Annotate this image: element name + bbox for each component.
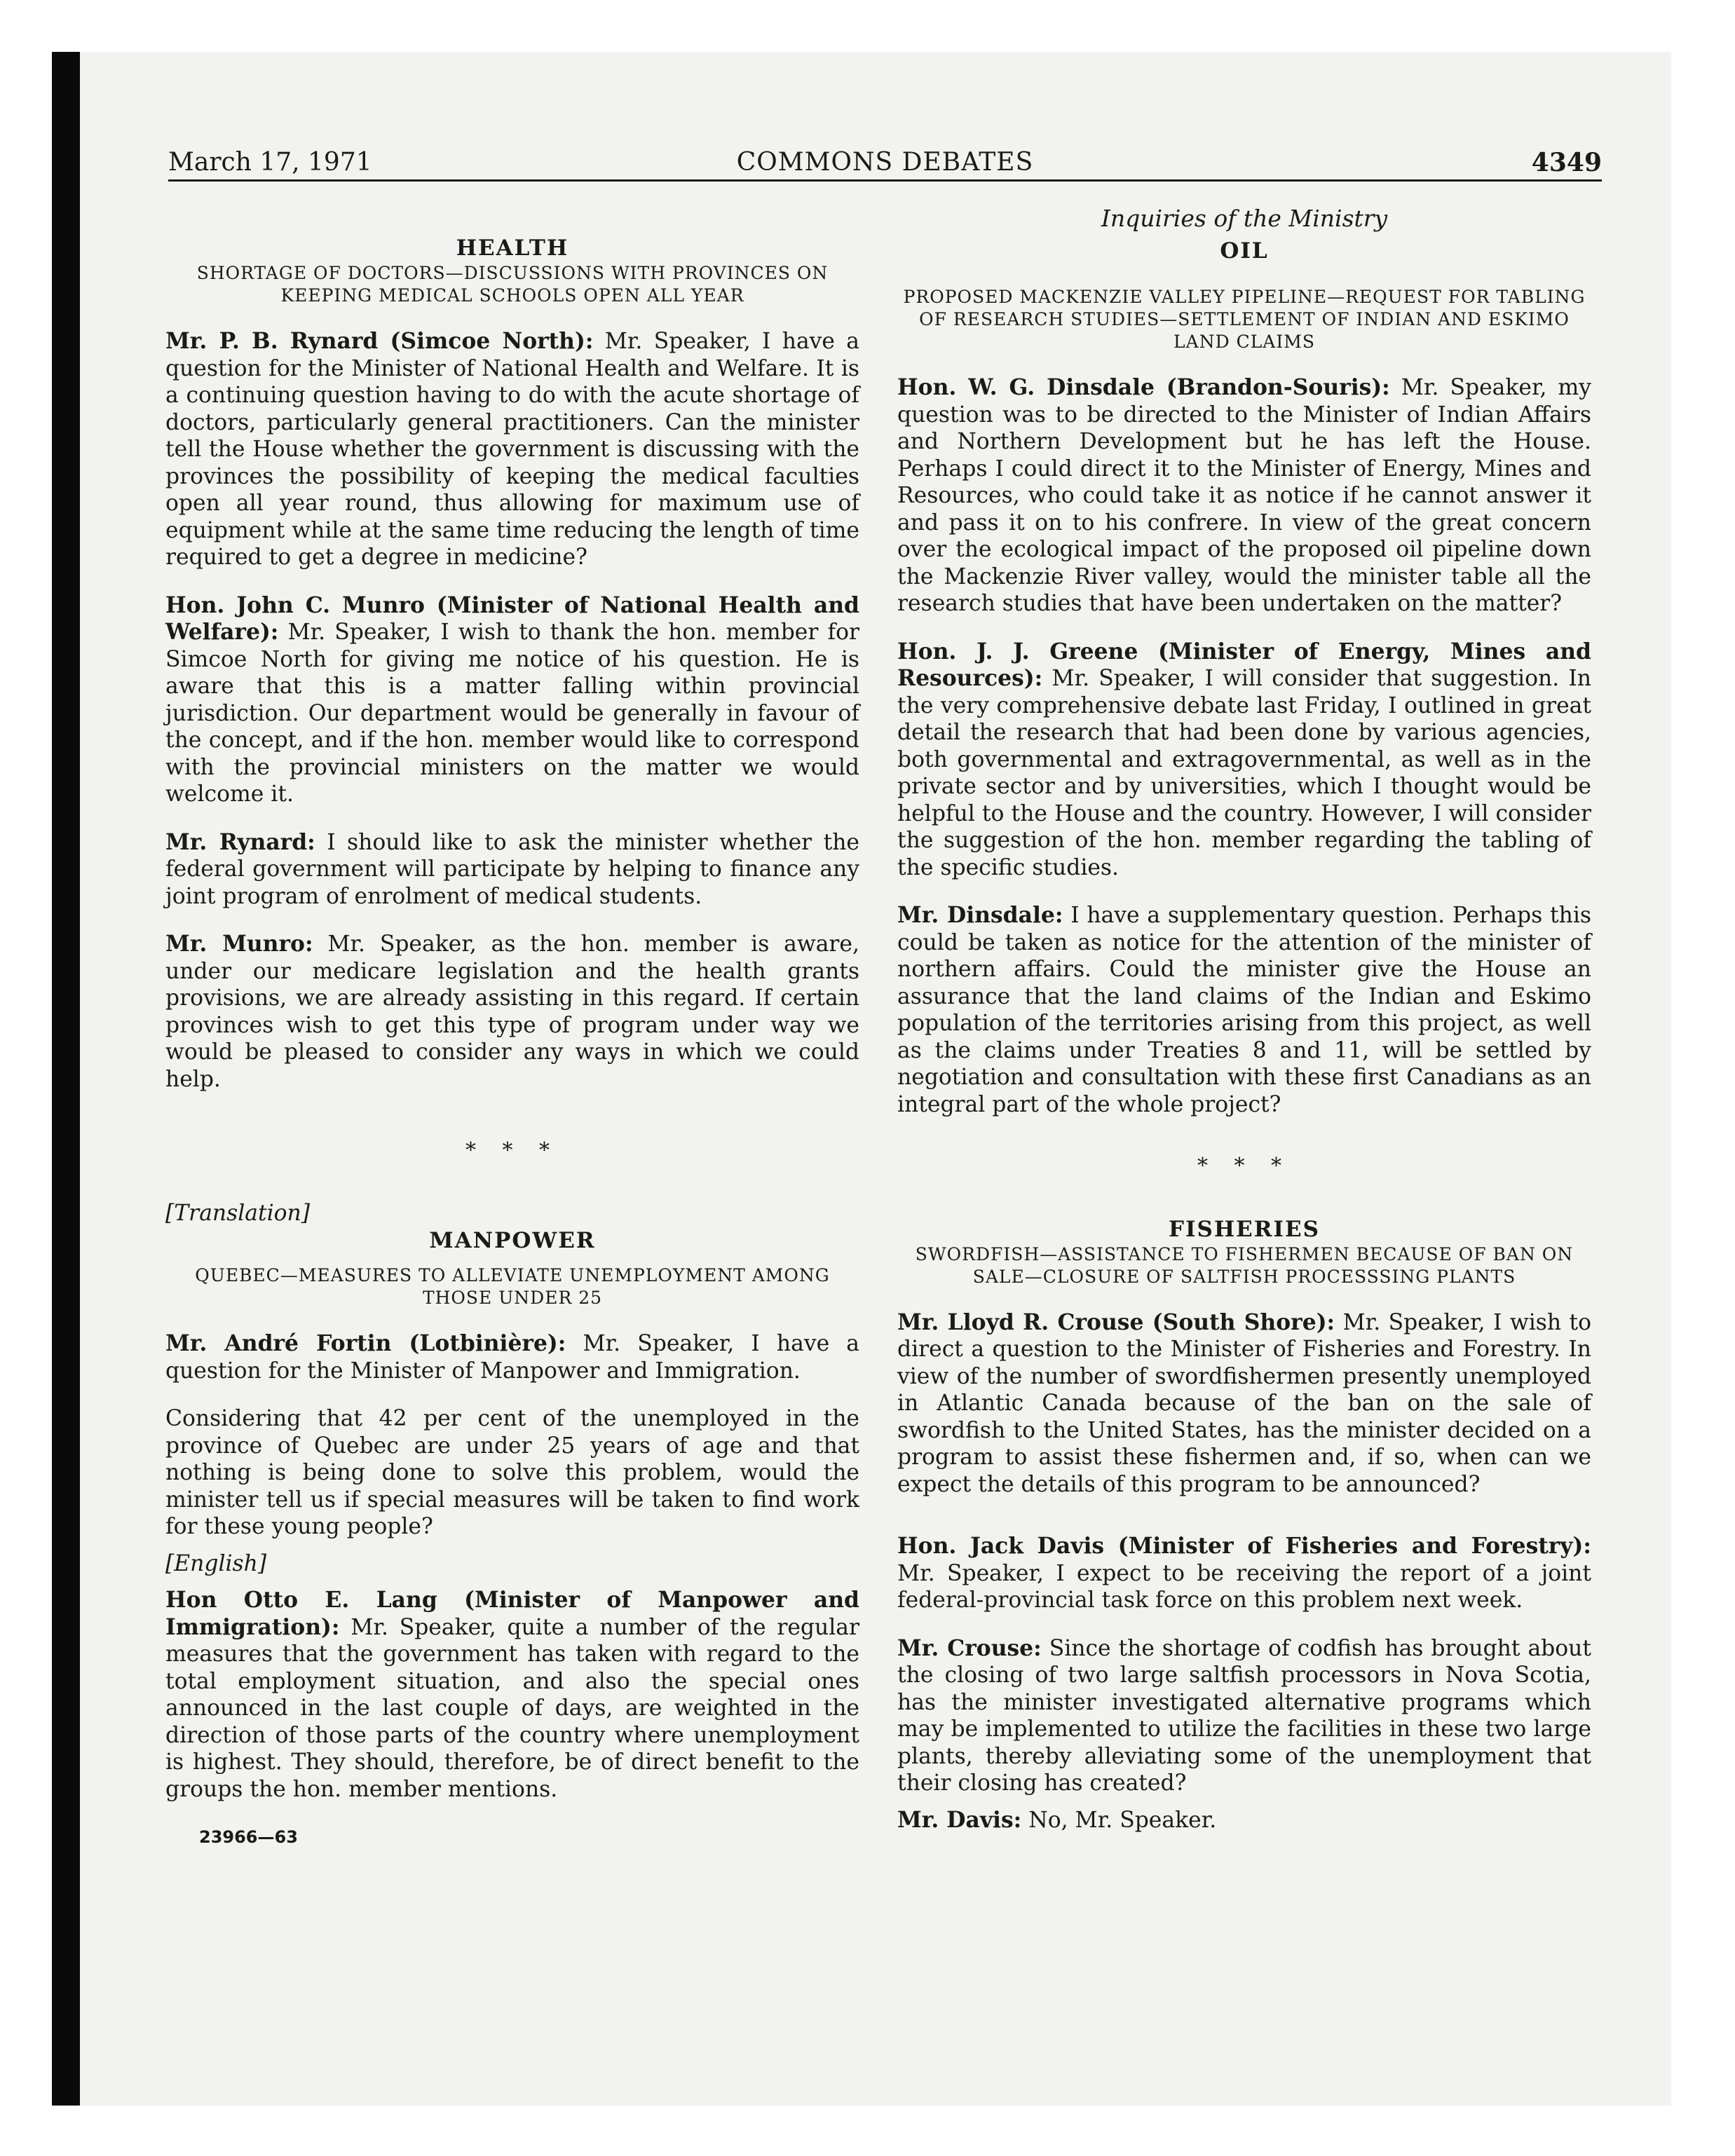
speech-text: Mr. Speaker, I wish to direct a question to the Minister of Fisheries and Forestry. In view of the number of swordfishermen presently unemployed in Atlantic Canada because of the ban on the sale of swordfish to the United States, has the minister decided on a program to assist these fishermen and, if so, when can we expect the details of this program to be announced?	[897, 1309, 1591, 1497]
speaker-name: Mr. P. B. Rynard (Simcoe North):	[165, 329, 594, 354]
speaker-name: Hon. John C. Munro (Minister of National Health and Welfare):	[165, 592, 859, 645]
footer-code: 23966—63	[199, 1827, 298, 1847]
right-column	[897, 203, 1591, 1834]
subheading-fisheries: SWORDFISH—ASSISTANCE TO FISHERMEN BECAUSE OF BAN ON SALE—CLOSURE OF SALTFISH PROCESSSING PLANTS	[915, 1243, 1574, 1287]
page-header	[168, 147, 1602, 182]
speech-paragraph	[165, 1587, 859, 1803]
speech-text: Mr. Speaker, I will consider that suggestion. In the very comprehensive debate last Friday, I outlined in great detail the research that had been done by various agencies, both governmental and extragovernmental, as well as in the private sector and by universities, which I thought would be helpful to the House and the country. However, I will consider the suggestion of the hon. member regarding the tabling of the specific studies.	[897, 666, 1591, 880]
speech-paragraph	[897, 902, 1591, 1118]
speech-paragraph	[165, 829, 859, 910]
section-heading-manpower: MANPOWER	[429, 1228, 596, 1253]
speech-paragraph	[897, 1533, 1591, 1614]
translation-tag: [Translation]	[165, 1200, 311, 1226]
speaker-name: Mr. André Fortin (Lotbinière):	[165, 1331, 566, 1356]
section-separator: * * *	[1197, 1154, 1292, 1178]
header-rule	[168, 179, 1602, 182]
subheading-manpower: QUEBEC—MEASURES TO ALLEVIATE UNEMPLOYMENT AMONG THOSE UNDER 25	[195, 1265, 830, 1308]
speaker-name: Hon. J. J. Greene (Minister of Energy, Mines and Resources):	[897, 639, 1591, 691]
section-heading-fisheries: FISHERIES	[1168, 1216, 1321, 1242]
speaker-name: Mr. Dinsdale:	[897, 903, 1063, 928]
speech-paragraph	[897, 374, 1591, 618]
speaker-name: Hon Otto E. Lang (Minister of Manpower and Immigration):	[165, 1588, 859, 1640]
speech-text: I have a supplementary question. Perhaps this could be taken as notice for the attention of the minister of northern affairs. Could the minister give the House an assurance that the land claims of the Indian and Eskimo population of the territories arising from this project, as well as the claims under Treaties 8 and 11, will be settled by negotiation and consultation with these first Canadians as an integral part of the whole project?	[897, 903, 1591, 1117]
speech-paragraph	[165, 328, 859, 571]
english-tag: [English]	[165, 1550, 267, 1576]
speech-text: No, Mr. Speaker.	[1021, 1807, 1217, 1833]
speech-text: Mr. Speaker, I have a question for the Minister of National Health and Welfare. It is a continuing question having to do with the acute shortage of doctors, particularly general practitioners. Can the minister tell the House whether the government is discussing with the provinces the possibility of keeping the medical faculties open all year round, thus allowing for maximum use of equipment while at the same time reducing the length of time required to get a degree in medicine?	[165, 329, 860, 570]
speech-text: Mr. Speaker, my question was to be directed to the Minister of Indian Affairs and Northern Development but he has left the House. Perhaps I could direct it to the Minister of Energy, Mines and Resources, who could take it as notice if he cannot answer it and pass it on to his confrere. In view of the great concern over the ecological impact of the proposed oil pipeline down the Mackenzie River valley, would the minister table all the research studies that have been undertaken on the matter?	[897, 375, 1591, 616]
page-number: 4349	[1531, 148, 1602, 177]
speech-text: Mr. Speaker, I expect to be receiving the report of a joint federal-provincial task force on this problem next week.	[897, 1560, 1591, 1613]
speech-paragraph	[165, 592, 859, 808]
speech-paragraph: Considering that 42 per cent of the unemployed in the province of Quebec are under 25 years of age and that nothing is being done to solve this problem, would the minister tell us if special measures will be taken to find work for these young people?	[165, 1406, 859, 1539]
speech-paragraph	[897, 1635, 1591, 1797]
header-title: COMMONS DEBATES	[736, 148, 1034, 177]
subheading-oil: PROPOSED MACKENZIE VALLEY PIPELINE—REQUEST FOR TABLING OF RESEARCH STUDIES—SETTLEMENT OF INDIAN AND ESKIMO LAND CLAIMS	[903, 287, 1586, 352]
speech-paragraph	[897, 1807, 1591, 1834]
section-separator: * * *	[465, 1138, 560, 1163]
scan-border	[52, 52, 80, 2106]
header-date: March 17, 1971	[168, 148, 372, 177]
speech-text: Mr. Speaker, I wish to thank the hon. member for Simcoe North for giving me notice of his question. He is aware that this is a matter falling within provincial jurisdiction. Our department would be generally in favour of the concept, and if the hon. member would like to correspond with the provincial ministers on the matter we would welcome it.	[165, 620, 859, 807]
left-column	[165, 203, 859, 1851]
speaker-name: Mr. Munro:	[165, 932, 313, 957]
speaker-name: Mr. Crouse:	[897, 1635, 1042, 1661]
speech-text: Mr. Speaker, quite a number of the regular measures that the government has taken with regard to the total employment situation, and also the special ones announced in the last couple of days, are weighted in the direction of those parts of the country where unemployment is highest. They should, therefore, be of direct benefit to the groups the hon. member mentions.	[165, 1614, 859, 1802]
speech-paragraph	[897, 639, 1591, 882]
speaker-name: Hon. W. G. Dinsdale (Brandon-Souris):	[897, 375, 1390, 400]
speech-text: Since the shortage of codfish has brought about the closing of two large saltfish processors in Nova Scotia, has the minister investigated alternative programs which may be implemented to utilize the facilities in these two large plants, thereby alleviating some of the unemployment that their closing has created?	[897, 1635, 1591, 1796]
speech-text: Mr. Speaker, as the hon. member is aware, under our medicare legislation and the health grants provisions, we are already assisting in this regard. If certain provinces wish to get this type of program under way we would be pleased to consider any ways in which we could help.	[165, 932, 859, 1092]
speaker-name: Mr. Rynard:	[165, 829, 315, 855]
speaker-name: Hon. Jack Davis (Minister of Fisheries and Forestry):	[897, 1534, 1591, 1559]
subheading-health: SHORTAGE OF DOCTORS—DISCUSSIONS WITH PROVINCES ON KEEPING MEDICAL SCHOOLS OPEN ALL YEAR	[196, 263, 829, 306]
speech-paragraph	[897, 1309, 1591, 1499]
speech-paragraph	[165, 931, 859, 1093]
speech-text: I should like to ask the minister whether the federal government will participate by helping to finance any joint program of enrolment of medical students.	[165, 829, 860, 909]
running-head: Inquiries of the Ministry	[1101, 205, 1388, 232]
section-heading-oil: OIL	[1220, 238, 1269, 264]
speech-paragraph	[165, 1330, 859, 1384]
speaker-name: Mr. Davis:	[897, 1807, 1022, 1833]
section-heading-health: HEALTH	[456, 236, 569, 261]
speaker-name: Mr. Lloyd R. Crouse (South Shore):	[897, 1309, 1335, 1335]
speech-text: Mr. Speaker, I have a question for the Minister of Manpower and Immigration.	[165, 1331, 859, 1384]
